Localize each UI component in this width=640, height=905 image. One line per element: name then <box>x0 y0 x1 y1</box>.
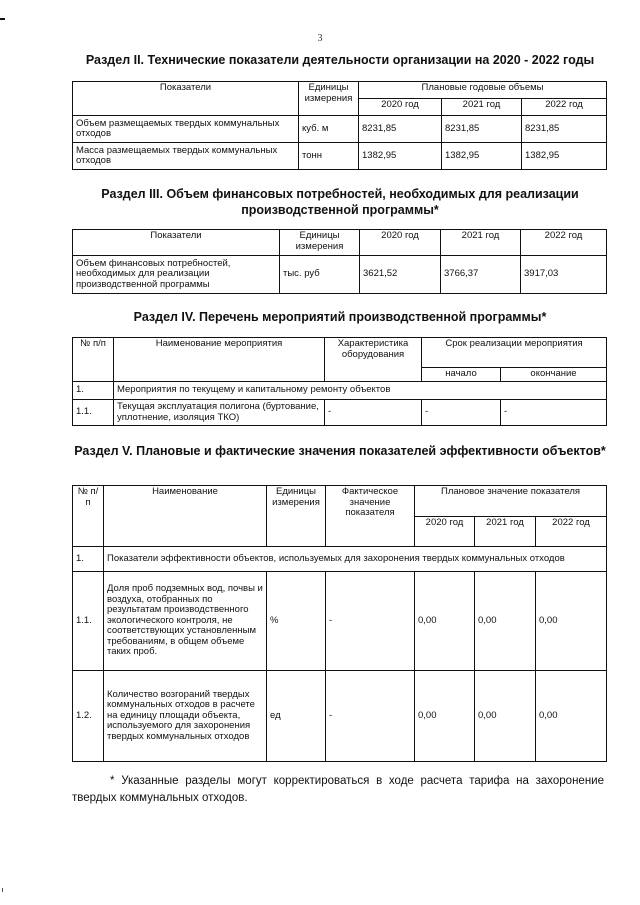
row-value-2020: 1382,95 <box>359 143 442 170</box>
group-row <box>73 547 607 572</box>
row-name: Объем финансовых потребностей, необходимых для реализации производственной программы <box>73 256 280 294</box>
header-actual-value: Фактическое значение показателя <box>326 486 415 547</box>
table-row <box>73 256 607 294</box>
header-units: Единицы измерения <box>267 486 326 547</box>
header-year-2020: 2020 год <box>415 517 475 547</box>
header-year-2022: 2022 год <box>536 517 607 547</box>
section5-table <box>72 485 607 762</box>
row-value-2020: 8231,85 <box>359 116 442 143</box>
row-name: Объем размещаемых твердых коммунальных отходов <box>73 116 299 143</box>
row-value-2021: 0,00 <box>475 671 536 762</box>
header-year-2021: 2021 год <box>441 230 521 256</box>
group-row <box>73 382 607 400</box>
header-year-2020: 2020 год <box>360 230 441 256</box>
row-value-2020: 0,00 <box>415 671 475 762</box>
row-value-2022: 0,00 <box>536 572 607 671</box>
header-equipment: Характеристика оборудования <box>325 338 422 382</box>
group-name: Показатели эффективности объектов, используемых для захоронения твердых коммунальных отходов <box>104 547 607 572</box>
row-unit: ед <box>267 671 326 762</box>
row-unit: куб. м <box>299 116 359 143</box>
header-indicator: Показатели <box>73 82 299 116</box>
group-num: 1. <box>73 547 104 572</box>
section2-table <box>72 81 607 170</box>
row-name: Количество возгораний твердых коммунальных отходов в расчете на единицу площади объекта, используемого для захоронения твердых коммунальных отходов <box>104 671 267 762</box>
header-num: № п/п <box>73 338 114 382</box>
header-year-2021: 2021 год <box>442 99 522 116</box>
row-actual: - <box>326 572 415 671</box>
row-unit: тонн <box>299 143 359 170</box>
section2-title: Раздел II. Технические показатели деятельности организации на 2020 - 2022 годы <box>85 53 595 67</box>
group-name: Мероприятия по текущему и капитальному ремонту объектов <box>114 382 607 400</box>
header-period: Срок реализации мероприятия <box>422 338 607 368</box>
table-row <box>73 400 607 426</box>
row-num: 1.1. <box>73 400 114 426</box>
header-year-2022: 2022 год <box>522 99 607 116</box>
header-year-2022: 2022 год <box>521 230 607 256</box>
row-value-2022: 3917,03 <box>521 256 607 294</box>
header-year-2021: 2021 год <box>475 517 536 547</box>
row-unit: % <box>267 572 326 671</box>
row-value-2020: 3621,52 <box>360 256 441 294</box>
header-units: Единицы измерения <box>299 82 359 116</box>
table-row <box>73 143 607 170</box>
header-year-2020: 2020 год <box>359 99 442 116</box>
row-num: 1.1. <box>73 572 104 671</box>
row-value-2021: 8231,85 <box>442 116 522 143</box>
row-end: - <box>501 400 607 426</box>
section5-title: Раздел V. Плановые и фактические значения показателей эффективности объектов* <box>74 444 606 458</box>
footnote: * Указанные разделы могут корректироваться в ходе расчета тарифа на захоронение твердых коммунальных отходов. <box>72 775 604 804</box>
scan-edge-mark <box>0 18 5 20</box>
scan-edge-dot <box>2 888 3 892</box>
header-end: окончание <box>501 368 607 382</box>
row-value-2022: 0,00 <box>536 671 607 762</box>
header-indicator: Показатели <box>73 230 280 256</box>
row-name: Доля проб подземных вод, почвы и воздуха, отобранных по результатам производственного экологического контроля, не соответствующих установленным требованиям, в общем объеме таких проб. <box>104 572 267 671</box>
header-start: начало <box>422 368 501 382</box>
table-row <box>73 572 607 671</box>
row-actual: - <box>326 671 415 762</box>
section3-table <box>72 229 607 294</box>
row-value-2022: 1382,95 <box>522 143 607 170</box>
section3-title: Раздел III. Объем финансовых потребностей, необходимых для реализации производственной программы* <box>101 187 579 217</box>
section4-table <box>72 337 607 426</box>
row-start: - <box>422 400 501 426</box>
row-equipment: - <box>325 400 422 426</box>
row-value-2020: 0,00 <box>415 572 475 671</box>
page-number: 3 <box>317 33 323 44</box>
section4-title: Раздел IV. Перечень мероприятий производственной программы* <box>133 310 547 324</box>
row-value-2021: 1382,95 <box>442 143 522 170</box>
row-name: Масса размещаемых твердых коммунальных отходов <box>73 143 299 170</box>
row-value-2022: 8231,85 <box>522 116 607 143</box>
row-name: Текущая эксплуатация полигона (буртование, уплотнение, изоляция ТКО) <box>114 400 325 426</box>
header-units: Единицы измерения <box>280 230 360 256</box>
row-value-2021: 3766,37 <box>441 256 521 294</box>
header-planned-value: Плановое значение показателя <box>415 486 607 517</box>
table-row <box>73 116 607 143</box>
header-name: Наименование <box>104 486 267 547</box>
header-planned-volumes: Плановые годовые объемы <box>359 82 607 99</box>
row-unit: тыс. руб <box>280 256 360 294</box>
group-num: 1. <box>73 382 114 400</box>
row-value-2021: 0,00 <box>475 572 536 671</box>
table-row <box>73 671 607 762</box>
header-event-name: Наименование мероприятия <box>114 338 325 382</box>
header-num: № п/п <box>73 486 104 547</box>
row-num: 1.2. <box>73 671 104 762</box>
